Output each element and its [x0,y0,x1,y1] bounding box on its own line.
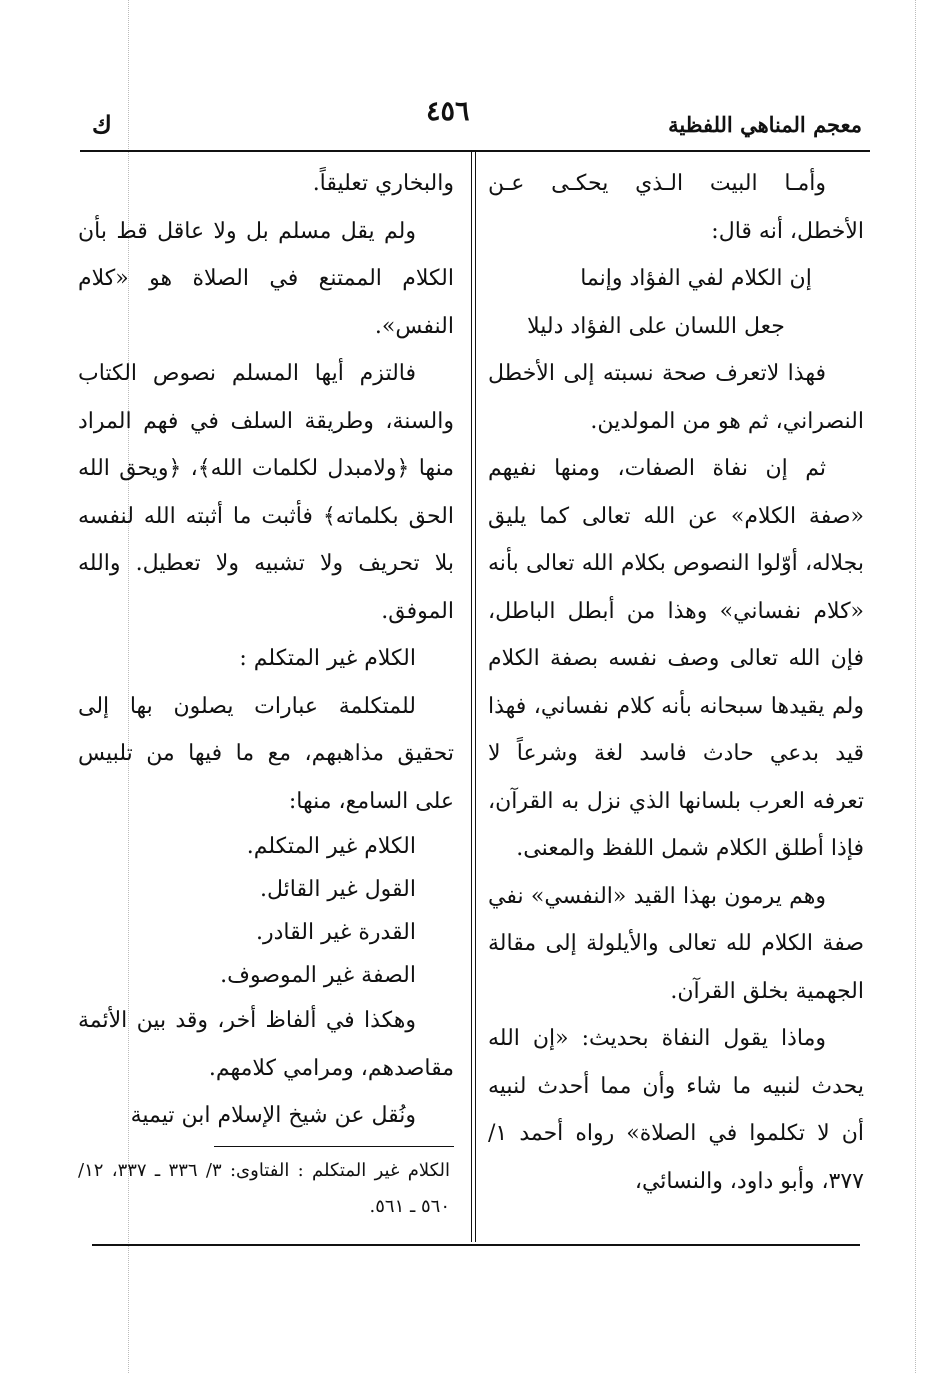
paragraph: وهكذا في ألفاظ أخر، وقد بين الأئمة مقاصدهم، ومرامي كلامهم. [78,1008,454,1081]
paragraph: فهذا لاتعرف صحة نسبته إلى الأخطل النصراني، ثم هو من المولدين. [488,361,864,434]
paragraph: وهم يرمون بهذا القيد «النفسي» نفي صفة الكلام لله تعالى والأيلولة إلى مقالة الجهمية بخلق القرآن. [488,883,864,1004]
footnote: الكلام غير المتكلم : الفتاوى: ٣/ ٣٣٦ ـ ٣٣٧، ١٢/ ٥٦٠ ـ ٥٦١. [78,1159,451,1217]
column-divider [471,152,476,1242]
section-letter: ك [92,110,112,139]
paragraph: فالتزم أيها المسلم نصوص الكتاب والسنة، وطريقة السلف في فهم المراد منها ﴿ولامبدل لكلمات الله﴾، ﴿ويحق الله الحق بكلماته﴾ فأثبت ما أثبته الله لنفسه بلا تحريف ولا تشبيه ولا تعطيل. والله الموفق. [78,361,454,624]
paragraph: ولم يقل مسلم بل ولا عاقل قط بأن الكلام الممتنع في الصلاة هو «كلام النفس». [78,218,454,339]
paragraph: للمتكلمة عبارات يصلون بها إلى تحقيق مذاهبهم، مع ما فيها من تلبيس على السامع، منها: [78,693,454,814]
paragraph: والبخاري تعليقاً. [312,171,454,196]
paragraph: ثم إن نفاة الصفات، ومنها نفيهم «صفة الكلام» عن الله تعالى كما يليق بجلاله، أوّلوا النصوص بكلام الله تعالى بأنه «كلام نفساني» وهذا من أبطل الباطل، فإن الله تعالى وصف نفسه بصفة الكلام ولم يقيدها سبحانه بأنه كلام نفساني، فهذا قيد بدعي حادث فاسد لغة وشرعاً لا تعرفه العرب بلسانها الذي نزل به القرآن، فإذا أطلق الكلام شمل اللفظ والمعنى. [488,456,864,861]
margin-guide-right [915,0,916,1373]
footer-rule [92,1244,860,1246]
left-column [78,160,454,1225]
paragraph: وماذا يقول النفاة بحديث: «إن الله يحدث لنبيه ما شاء وأن مما أحدث لنبيه أن لا تكلموا في الصلاة» رواه أحمد ١/ ٣٧٧، وأبو داود، والنسائي، [488,1026,864,1194]
poem-line: إن الكلام لفي الفؤاد وإنما [580,266,812,291]
book-title: معجم المناهي اللفظية [668,112,862,137]
footnote-rule [214,1146,454,1147]
paragraph: وأمـا البيت الـذي يحكـى عـن الأخطل، أنه قال: [488,171,864,244]
list-item: القدرة غير القادر. [256,920,416,945]
page-header [80,96,870,146]
list-item: الكلام غير المتكلم. [246,834,416,859]
list-item: القول غير القائل. [260,877,416,902]
paragraph: ونُقل عن شيخ الإسلام ابن تيمية [130,1103,416,1128]
section-heading: الكلام غير المتكلم : [239,646,416,671]
right-column [488,160,864,1205]
page-number: ٤٥٦ [426,96,470,127]
list-item: الصفة غير الموصوف. [220,963,416,988]
poem-line: جعل اللسان على الفؤاد دليلا [527,313,785,339]
